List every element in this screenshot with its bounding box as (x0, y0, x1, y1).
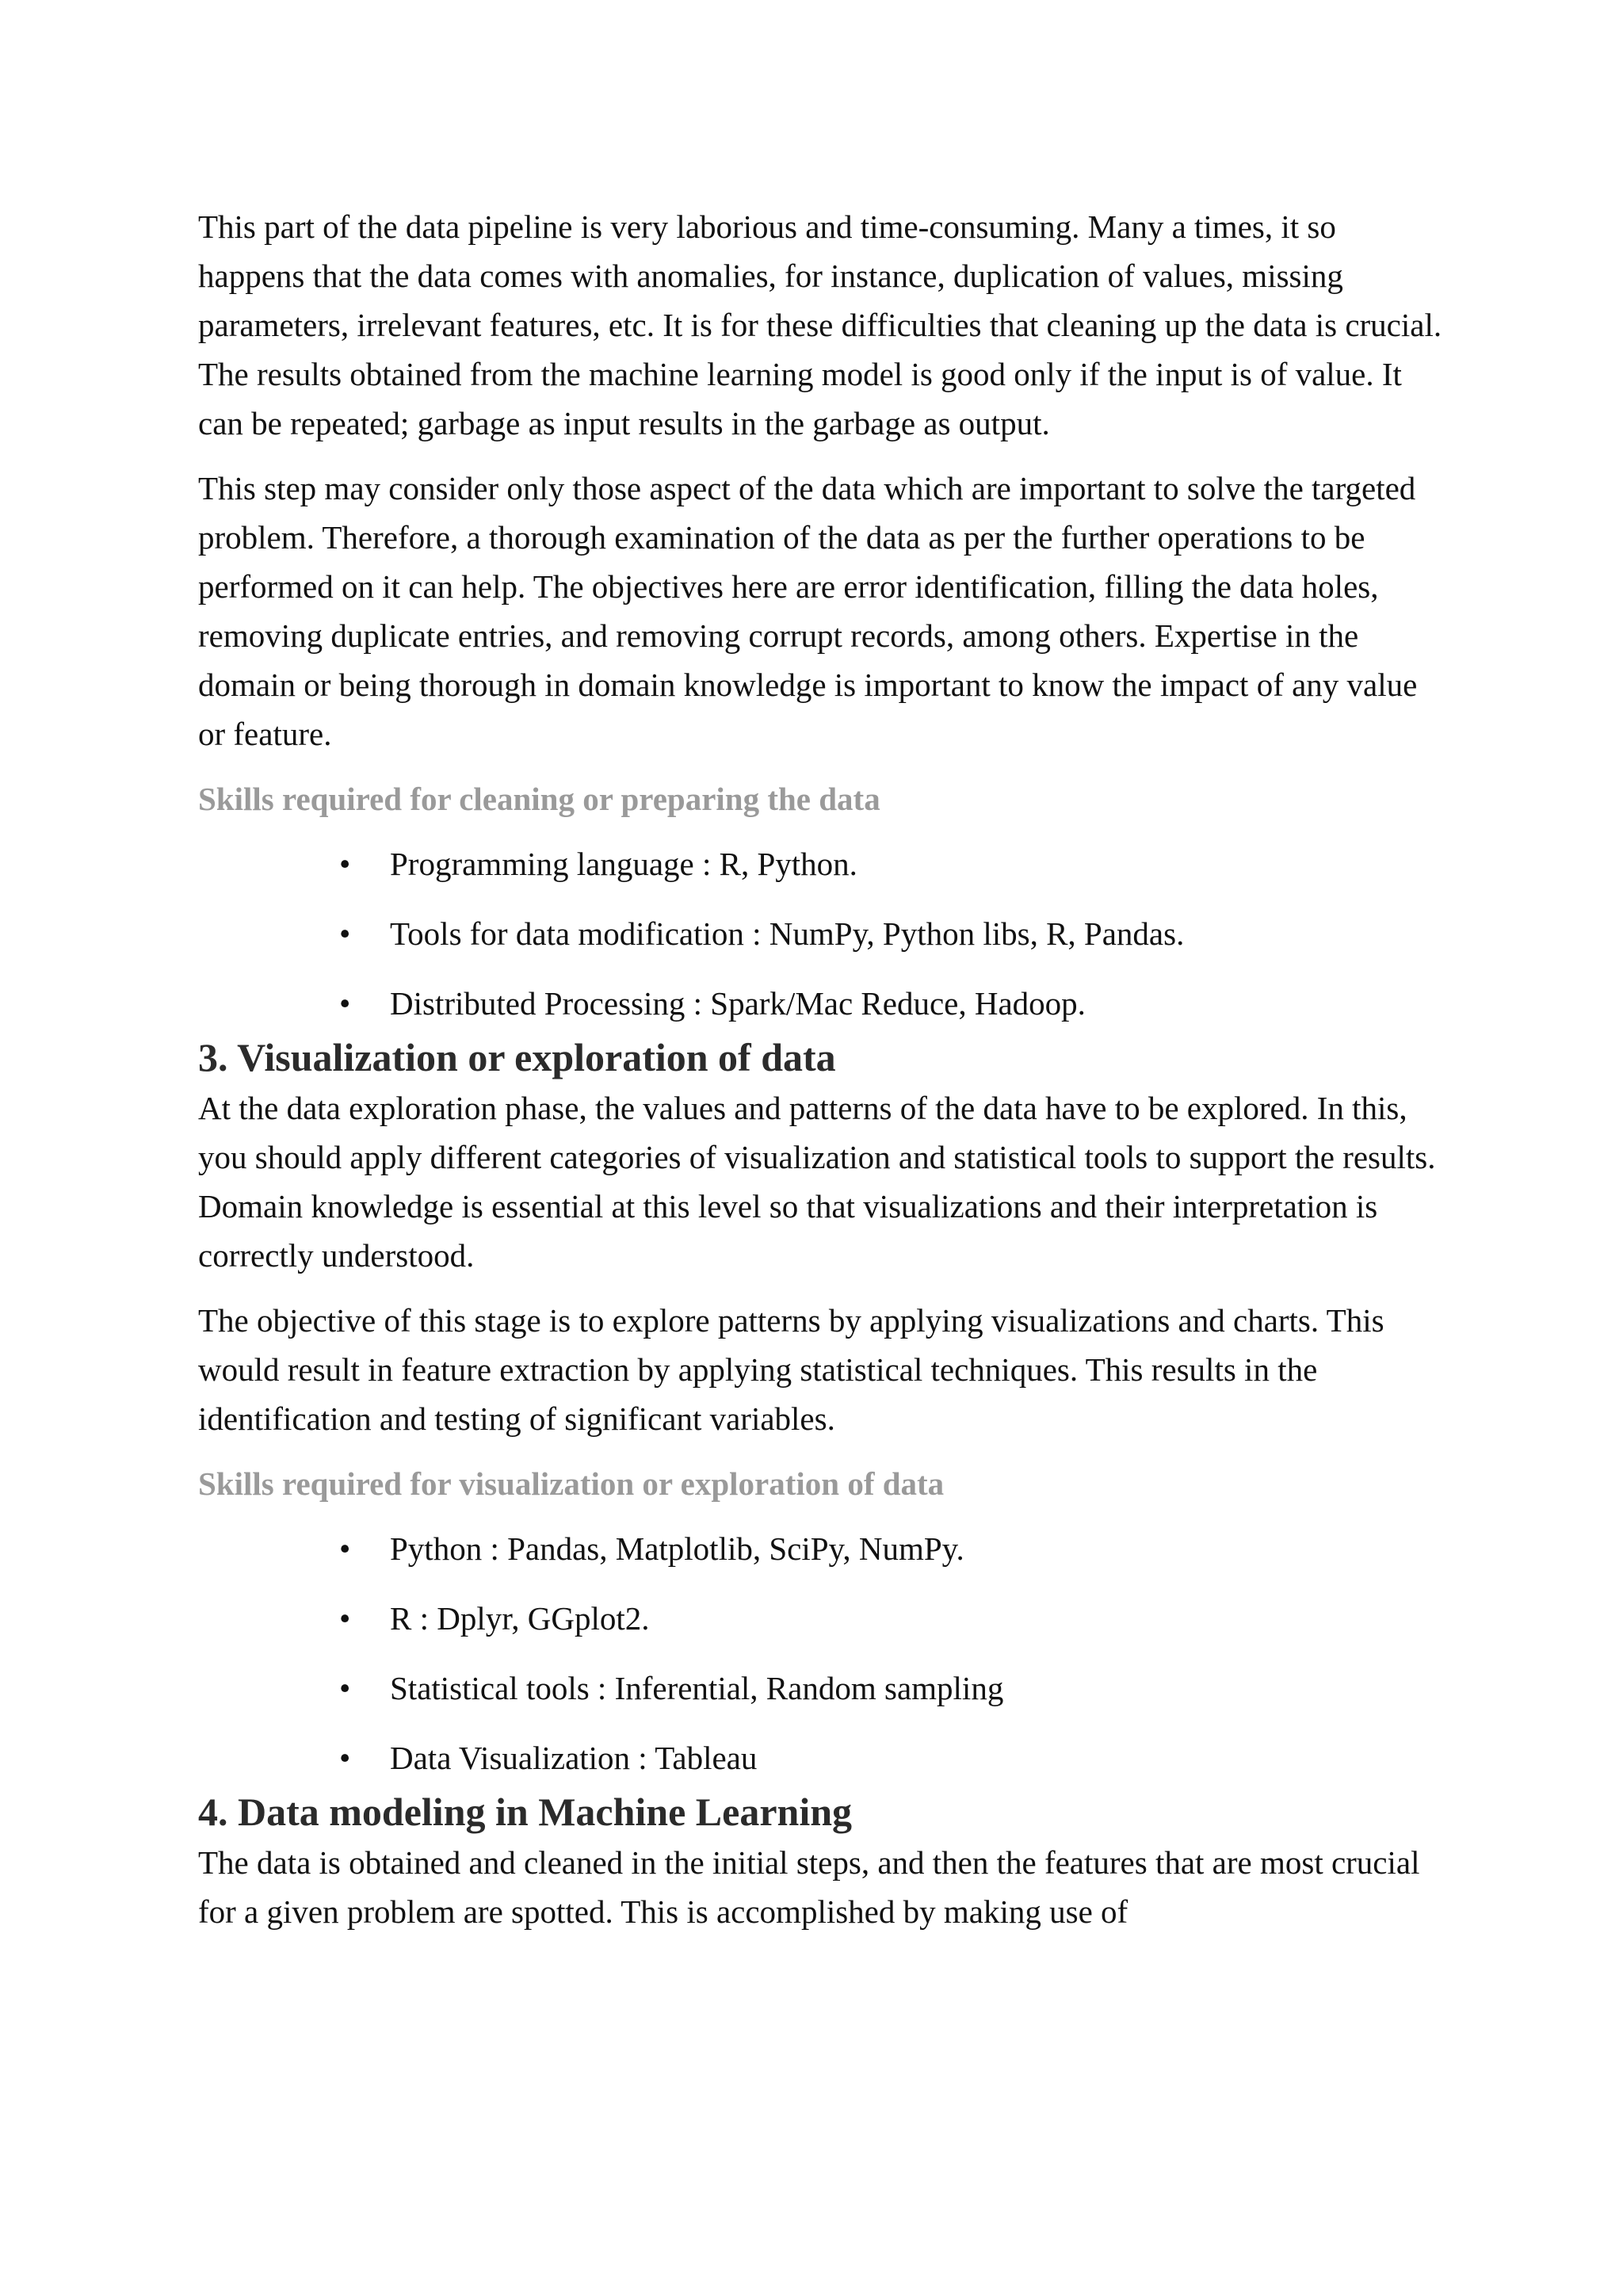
list-item-text: Tools for data modification : NumPy, Python libs, R, Pandas. (390, 915, 1185, 952)
list-item-text: Distributed Processing : Spark/Mac Reduce, Hadoop. (390, 985, 1086, 1022)
visualization-heading: 3. Visualization or exploration of data (198, 1035, 836, 1079)
list-item-text: R : Dplyr, GGplot2. (390, 1600, 650, 1637)
cleaning-paragraph-2: This step may consider only those aspect of the data which are important to solve the targeted problem. Therefore, a thorough examination of the data as per the further operations to be performed on it can help. The objectives here are error identification, filling the data holes, removing duplicate entries, and removing corrupt records, among others. Expertise in the domain or being thorough in domain knowledge is important to know the impact of any value or feature. (198, 470, 1418, 752)
bullet-icon: • (339, 1670, 351, 1706)
list-item-text: Statistical tools : Inferential, Random sampling (390, 1670, 1004, 1706)
list-item (339, 909, 1450, 958)
bullet-icon: • (339, 1740, 351, 1776)
list-item (339, 979, 1450, 1028)
cleaning-paragraph-1: This part of the data pipeline is very laborious and time-consuming. Many a times, it so happens that the data comes with anomalies, for instance, duplication of values, missing parameters, irrelevant features, etc. It is for these difficulties that cleaning up the data is crucial. The results obtained from the machine learning model is good only if the input is of value. It can be repeated; garbage as input results in the garbage as output. (198, 208, 1442, 441)
bullet-icon: • (339, 1530, 351, 1567)
cleaning-skills-heading: Skills required for cleaning or preparing the data (198, 781, 880, 817)
document-page (198, 202, 1450, 1952)
list-item-text: Data Visualization : Tableau (390, 1740, 758, 1776)
list-item (339, 839, 1450, 888)
cleaning-skills-list (198, 839, 1450, 1028)
modeling-heading: 4. Data modeling in Machine Learning (198, 1790, 853, 1834)
bullet-icon: • (339, 846, 351, 882)
list-item-text: Programming language : R, Python. (390, 846, 857, 882)
visualization-skills-heading: Skills required for visualization or exploration of data (198, 1465, 945, 1502)
list-item (339, 1524, 1450, 1573)
list-item-text: Python : Pandas, Matplotlib, SciPy, NumPy. (390, 1530, 964, 1567)
visualization-paragraph-2: The objective of this stage is to explore patterns by applying visualizations and charts. This would result in feature extraction by applying statistical techniques. This results in the identification and testing of significant variables. (198, 1302, 1384, 1437)
visualization-skills-list (198, 1524, 1450, 1782)
modeling-paragraph-1: The data is obtained and cleaned in the initial steps, and then the features that are most crucial for a given problem are spotted. This is accomplished by making use of (198, 1844, 1420, 1930)
bullet-icon: • (339, 915, 351, 952)
list-item (339, 1664, 1450, 1713)
list-item (339, 1733, 1450, 1782)
list-item (339, 1594, 1450, 1643)
bullet-icon: • (339, 1600, 351, 1637)
visualization-paragraph-1: At the data exploration phase, the values and patterns of the data have to be explored. In this, you should apply different categories of visualization and statistical tools to support the results. Domain knowledge is essential at this level so that visualizations and their interpretation is correctly understood. (198, 1090, 1436, 1274)
bullet-icon: • (339, 985, 351, 1022)
